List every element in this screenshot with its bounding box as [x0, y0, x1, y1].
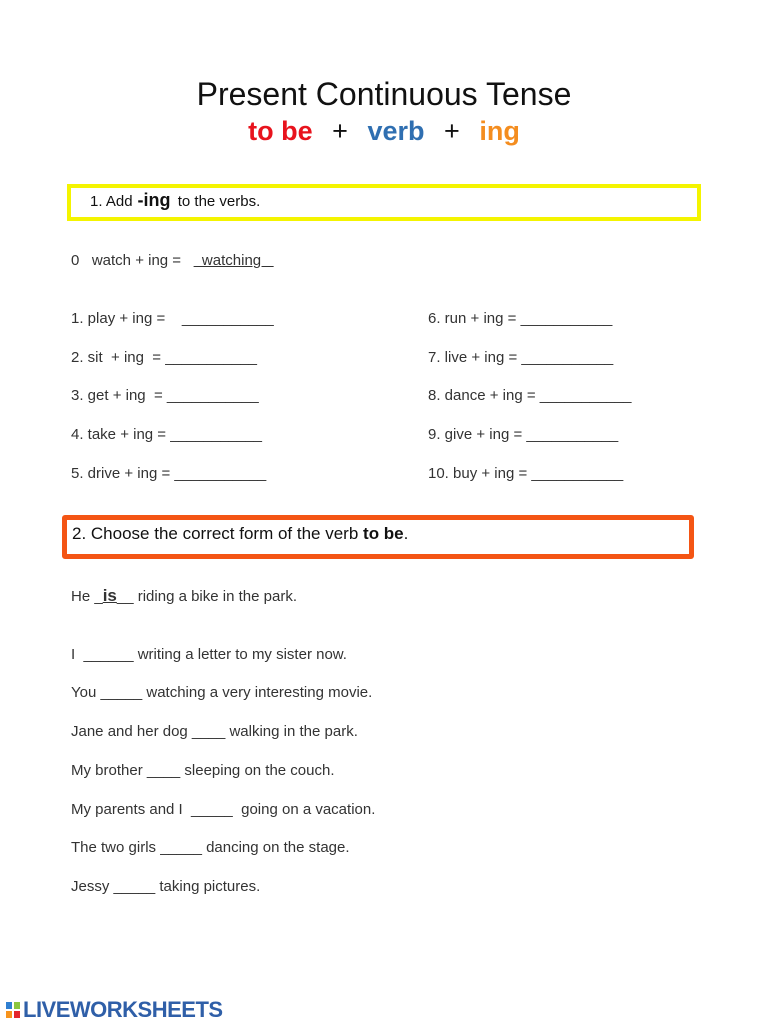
formula-verb: verb — [367, 116, 425, 146]
exercise-item-9[interactable]: 9. give + ing = ___________ — [428, 426, 619, 443]
sentence-item-2[interactable]: You _____ watching a very interesting movie. — [71, 684, 373, 701]
section-2-instruction — [72, 524, 408, 544]
exercise-item-7[interactable]: 7. live + ing = ___________ — [428, 349, 614, 366]
exercise-item-8[interactable]: 8. dance + ing = ___________ — [428, 387, 632, 404]
brand-name: LIVEWORKSHEETS — [23, 997, 223, 1022]
liveworksheets-logo-icon — [5, 1001, 21, 1019]
example-after: __ riding a bike in the park. — [116, 588, 297, 605]
sentence-item-3[interactable]: Jane and her dog ____ walking in the park. — [71, 723, 358, 740]
sentence-item-7[interactable]: Jessy _____ taking pictures. — [71, 878, 261, 895]
exercise-item-5[interactable]: 5. drive + ing = ___________ — [71, 465, 267, 482]
exercise-item-1[interactable]: 1. play + ing = ___________ — [71, 310, 274, 327]
sentence-item-4[interactable]: My brother ____ sleeping on the couch. — [71, 762, 335, 779]
section-1-suffix: to the verbs. — [177, 193, 261, 210]
formula-to-be: to be — [248, 116, 313, 146]
section-2-prefix: 2. Choose the correct form of the verb — [72, 524, 364, 543]
exercise-item-4[interactable]: 4. take + ing = ___________ — [71, 426, 263, 443]
formula-plus-2: + — [444, 116, 460, 146]
example-answer: watching — [193, 252, 274, 269]
section-2-suffix: . — [403, 524, 409, 543]
sentence-item-1[interactable]: I ______ writing a letter to my sister now. — [71, 646, 347, 663]
exercise-item-2[interactable]: 2. sit + ing = ___________ — [71, 349, 257, 366]
exercise-item-6[interactable]: 6. run + ing = ___________ — [428, 310, 613, 327]
section-2-keyword: to be — [363, 524, 404, 543]
exercise-item-10[interactable]: 10. buy + ing = ___________ — [428, 465, 624, 482]
sentence-item-5[interactable]: My parents and I _____ going on a vacation. — [71, 801, 376, 818]
page-title: Present Continuous Tense — [196, 76, 572, 112]
section-2-example — [71, 586, 297, 606]
liveworksheets-logo[interactable] — [5, 997, 223, 1023]
formula — [0, 116, 768, 147]
section-1-keyword: -ing — [137, 190, 171, 210]
example-prompt: 0 watch + ing = — [71, 252, 182, 269]
example-before: He _ — [71, 588, 103, 605]
formula-plus-1: + — [332, 116, 348, 146]
exercise-item-3[interactable]: 3. get + ing = ___________ — [71, 387, 259, 404]
sentence-item-6[interactable]: The two girls _____ dancing on the stage. — [71, 839, 350, 856]
formula-ing: ing — [479, 116, 520, 146]
section-1-instruction — [90, 190, 260, 211]
section-1-example — [71, 252, 274, 269]
section-1-prefix: 1. Add — [90, 193, 133, 210]
example-answer-is: is — [102, 586, 117, 605]
